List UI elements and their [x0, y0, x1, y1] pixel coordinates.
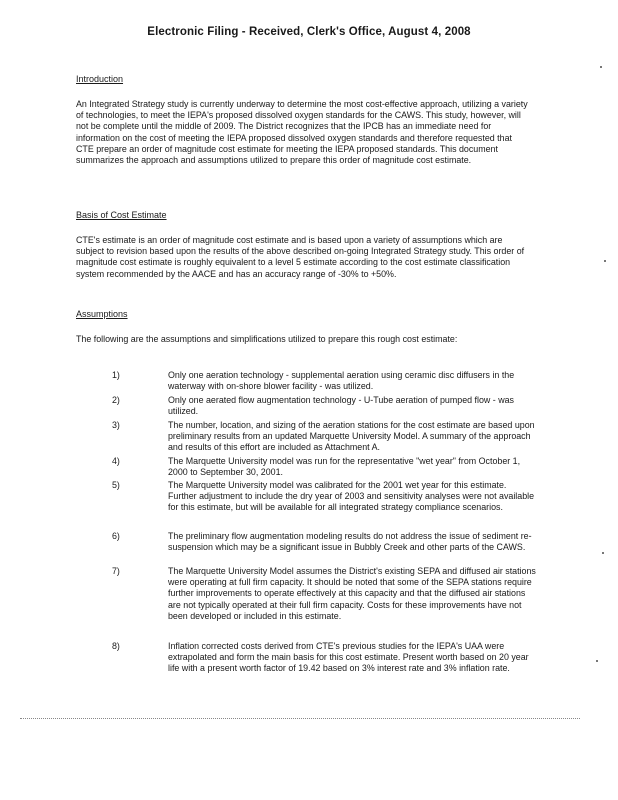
item-number: 4): [112, 456, 120, 466]
item-text: Inflation corrected costs derived from CTE's previous studies for the IEPA's UAA were extrapolated and form the main basis for this cost estimate. Present worth based on 20 year life with a present worth factor of 19.42 based on 3% interest rate and 3% inflation rate.: [168, 641, 529, 674]
introduction-heading: Introduction: [76, 74, 124, 84]
item-number: 3): [112, 420, 120, 430]
assumptions-heading: Assumptions: [76, 309, 128, 319]
item-number: 5): [112, 480, 120, 490]
basis-heading: Basis of Cost Estimate: [76, 210, 167, 220]
scan-speck: [596, 660, 598, 662]
item-text: Only one aerated flow augmentation technology - U-Tube aeration of pumped flow - was utilized.: [168, 395, 514, 417]
item-number: 2): [112, 395, 120, 405]
basis-paragraph: CTE's estimate is an order of magnitude cost estimate and is based upon a variety of assumptions which are subject to revision based upon the results of the above described on-going Integrated Strategy study. This order of magnitude cost estimate is roughly equivalent to a level 5 estimate according to the cost estimate classification system recommended by the AACE and has an accuracy range of -30% to +50%.: [76, 235, 525, 279]
item-text: The Marquette University model was calibrated for the 2001 wet year for this estimate. Further adjustment to include the dry year of 2003 and sensitivity analyses were not available for this estimate, but will be available for all integrated strategy compliance scenarios.: [168, 480, 535, 513]
assumptions-intro: The following are the assumptions and simplifications utilized to prepare this rough cost estimate:: [76, 334, 458, 344]
scan-speck: [602, 552, 604, 554]
item-text: The number, location, and sizing of the aeration stations for the cost estimate are based upon preliminary results from an updated Marquette University Model. A summary of the approach and results of this effort are included as Attachment A.: [168, 420, 535, 453]
item-number: 6): [112, 531, 120, 541]
page-header: Electronic Filing - Received, Clerk's Office, August 4, 2008: [147, 26, 471, 38]
item-number: 8): [112, 641, 120, 651]
item-text: The Marquette University model was run for the representative "wet year" from October 1, 2000 to September 30, 2001.: [168, 456, 521, 478]
scan-speck: [604, 260, 606, 262]
scan-speck: [600, 66, 602, 68]
item-text: Only one aeration technology - supplemental aeration using ceramic disc diffusers in the waterway with on-shore blower facility - was utilized.: [168, 370, 515, 392]
item-text: The Marquette University Model assumes the District's existing SEPA and diffused air stations were operating at full firm capacity. It should be noted that some of the SEPA stations require further improvements to operate effectively at this capacity and that the diffused air stations are not typically operated at their full firm capacity. Costs for these improvements have not been developed or included in this estimate.: [168, 566, 536, 621]
item-number: 1): [112, 370, 120, 380]
scan-artifact-line: [20, 718, 580, 719]
introduction-paragraph: An Integrated Strategy study is currently underway to determine the most cost-effective approach, utilizing a variety of technologies, to meet the IEPA's proposed dissolved oxygen standards for the CAWS. This study, however, will not be complete until the middle of 2009. The District recognizes that the IPCB has an immediate need for information on the cost of meeting the IEPA proposed dissolved oxygen standards and therefore requested that CTE prepare an order of magnitude cost estimate for meeting the IEPA proposed standards. This document summarizes the approach and assumptions utilized to prepare this order of magnitude cost estimate.: [76, 99, 528, 166]
item-text: The preliminary flow augmentation modeling results do not address the issue of sediment re-suspension which may be a significant issue in Bubbly Creek and other parts of the CAWS.: [168, 531, 532, 553]
item-number: 7): [112, 566, 120, 576]
